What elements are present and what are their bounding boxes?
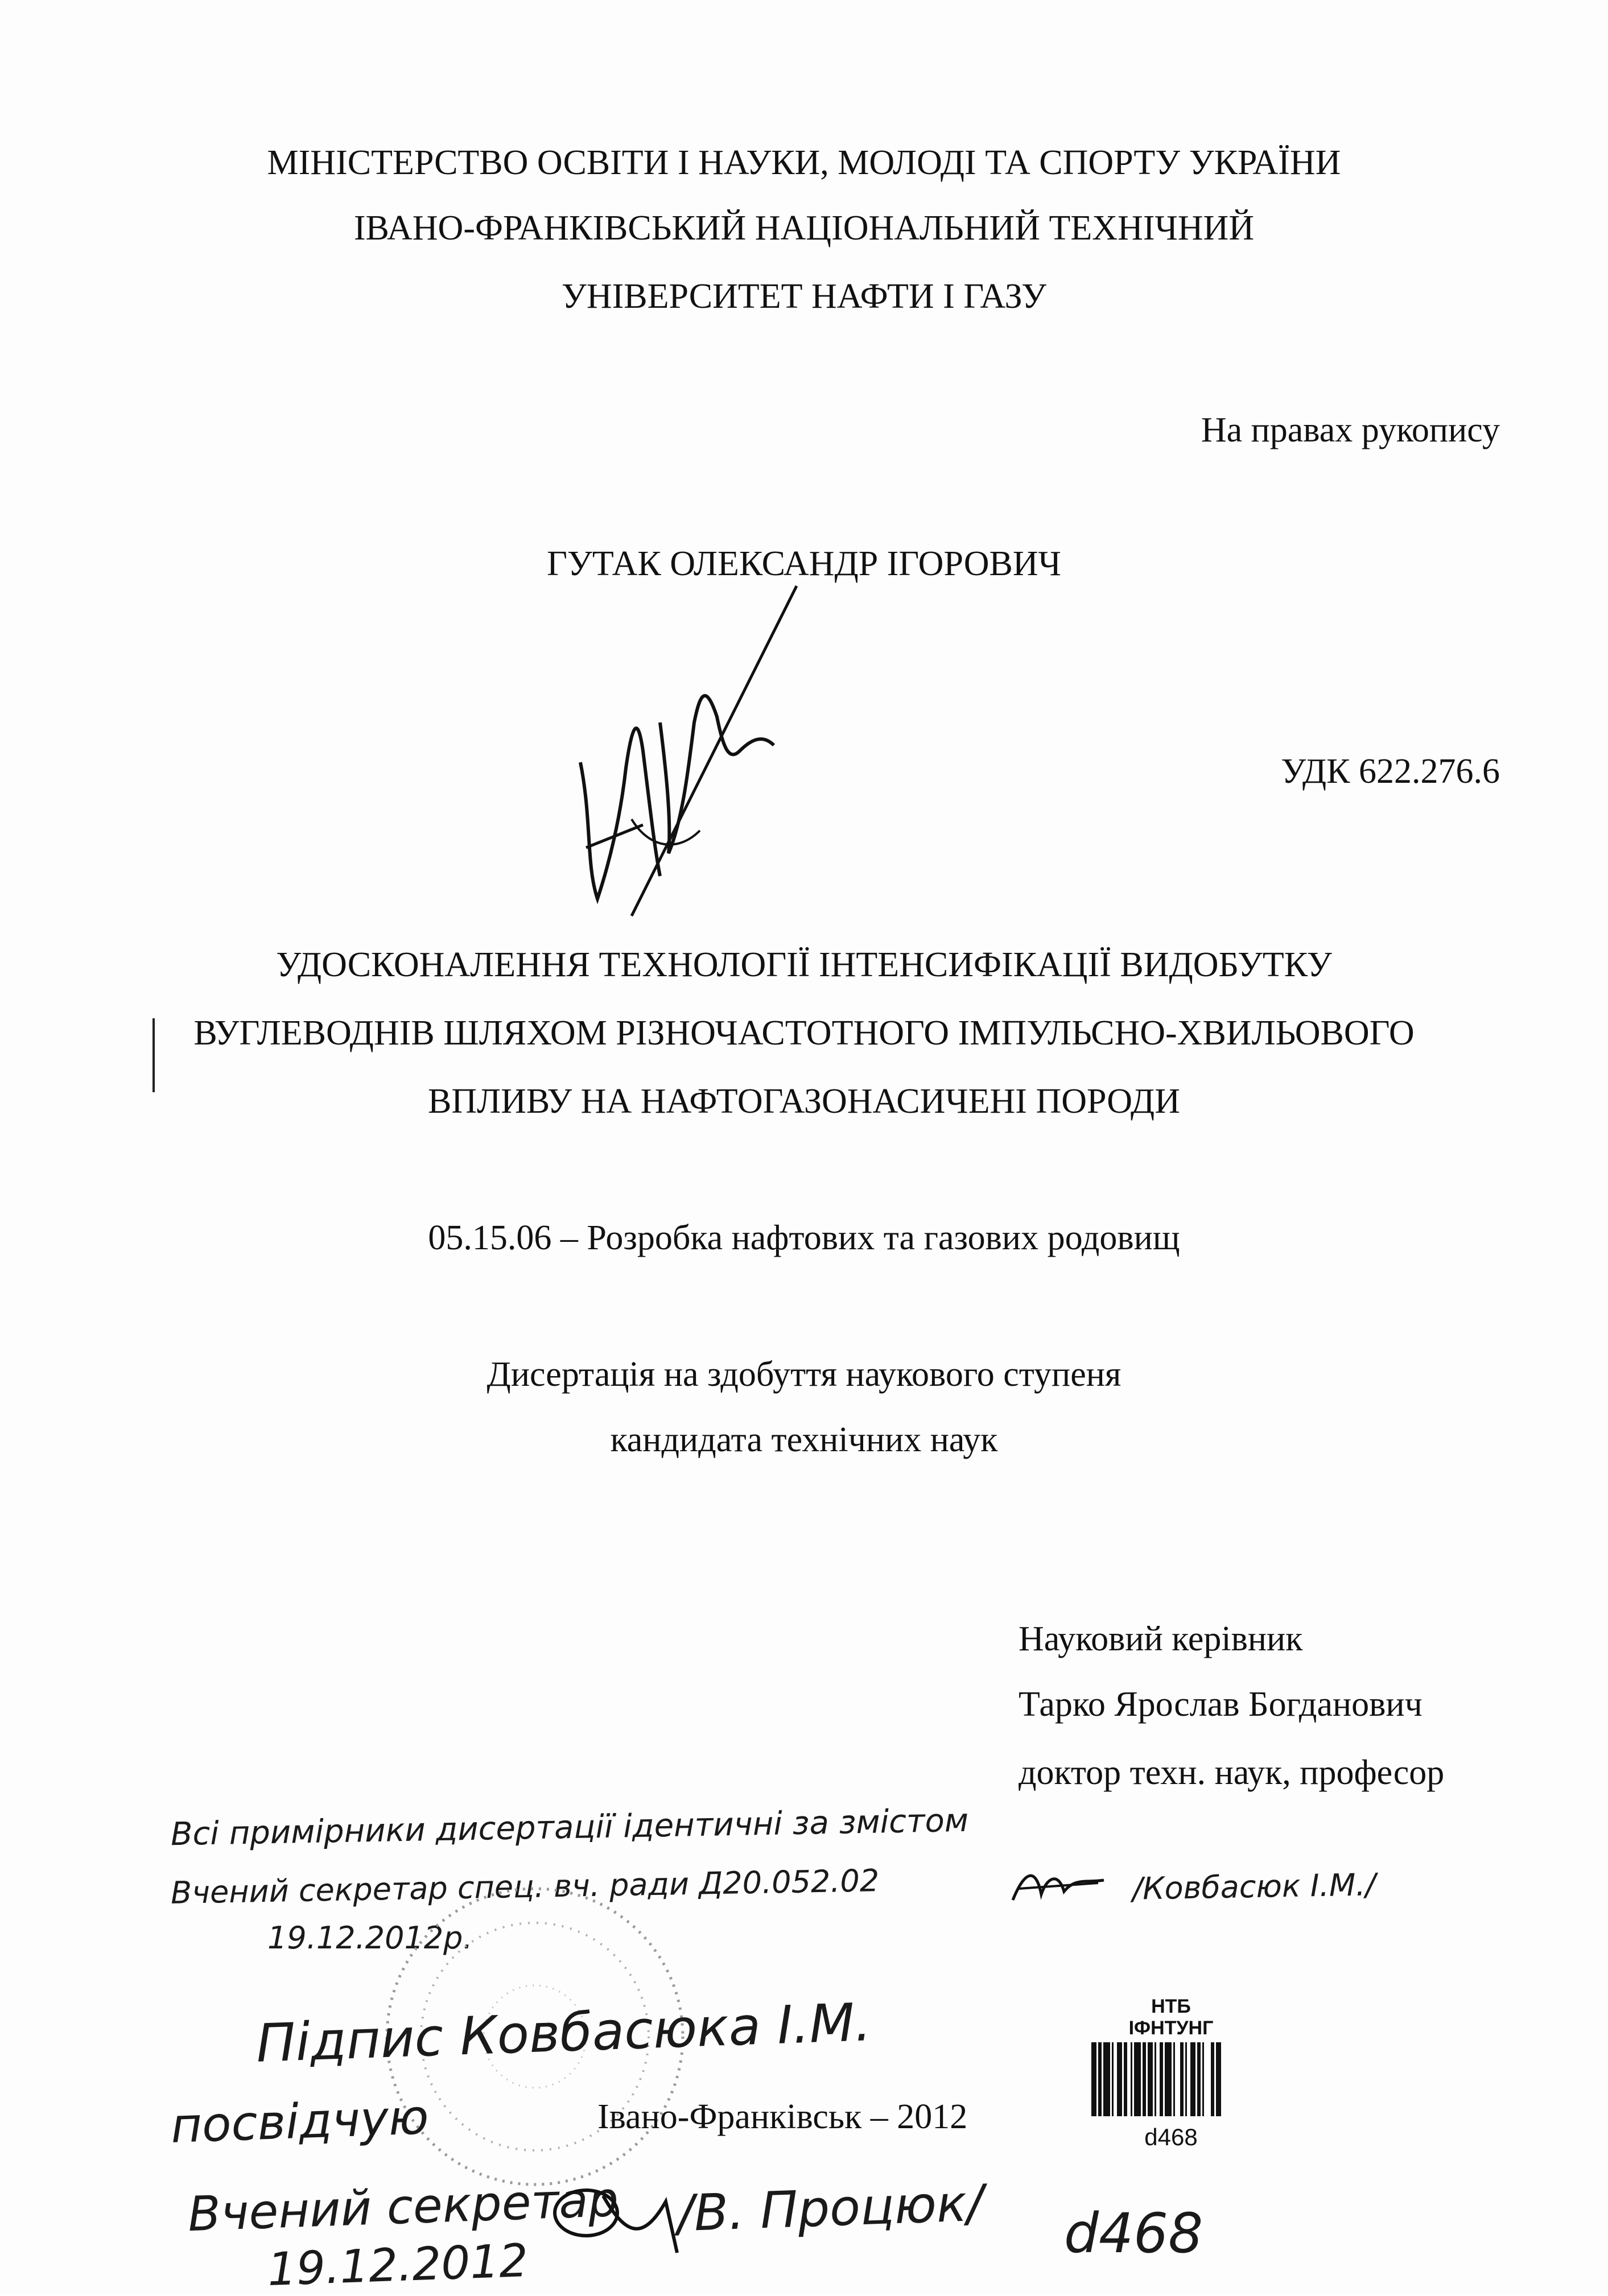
handwritten-secretary-2: Вчений секретар [187,2171,620,2243]
barcode-bar [1185,2042,1187,2116]
barcode-bar [1112,2042,1114,2116]
barcode-bar [1103,2042,1110,2116]
margin-mark [149,1018,160,1098]
title-line1: УДОСКОНАЛЕННЯ ТЕХНОЛОГІЇ ІНТЕНСИФІКАЦІЇ ВИДОБУТКУ [276,945,1332,984]
handwritten-note-identical-copies: Всі примірники дисертації ідентичні за змістом [170,1802,969,1853]
handwritten-inventory-number: d468 [1064,2202,1203,2265]
barcode-bar [1091,2042,1096,2116]
title-line3: ВПЛИВУ НА НАФТОГАЗОНАСИЧЕНІ ПОРОДИ [427,1082,1180,1121]
handwritten-note-secretary: Вчений секретар спец. вч. ради Д20.052.02 [170,1863,880,1911]
barcode-bar [1131,2042,1132,2116]
handwritten-certify: посвідчую [170,2089,430,2154]
degree-line2: кандидата технічних наук [610,1420,998,1459]
handwritten-second-name: /В. Процюк/ [676,2173,985,2243]
barcode-bar [1143,2042,1146,2116]
barcode-bar [1160,2042,1163,2116]
barcode-bar [1216,2042,1221,2116]
barcode-bar [1098,2042,1102,2116]
barcode-bar [1190,2042,1195,2116]
specialty: 05.15.06 – Розробка нафтових та газових родовищ [428,1219,1180,1257]
supervisor-role: Науковий керівник [1019,1620,1303,1658]
barcode-bar [1155,2042,1156,2116]
manuscript-note: На правах рукопису [1201,411,1500,449]
library-university: ІФНТУНГ [1128,2017,1214,2039]
udc-code: УДК 622.276.6 [1281,752,1500,791]
barcode-bar [1124,2042,1127,2116]
second-signature [546,2179,683,2258]
university-heading-line2: УНІВЕРСИТЕТ НАФТИ І ГАЗУ [561,277,1047,316]
barcode [1091,2042,1251,2116]
secretary-signature [1007,1860,1110,1911]
barcode-bar [1180,2042,1184,2116]
barcode-bar [1165,2042,1172,2116]
barcode-number: d468 [1144,2124,1198,2150]
city-year: Івано-Франківськ – 2012 [597,2097,968,2136]
barcode-bar [1173,2042,1175,2116]
author-name: ГУТАК ОЛЕКСАНДР ІГОРОВИЧ [547,544,1061,583]
author-signature [546,580,831,933]
handwritten-date-2: 19.12.2012 [266,2234,529,2296]
barcode-bar [1211,2042,1214,2116]
handwritten-signature-attest: Підпис Ковбасюка І.М. [255,1992,872,2074]
supervisor-title: доктор техн. наук, професор [1019,1753,1445,1792]
ministry-heading: МІНІСТЕРСТВО ОСВІТИ І НАУКИ, МОЛОДІ ТА СПОРТУ УКРАЇНИ [267,143,1341,182]
handwritten-secretary-name: /Ковбасюк І.М./ [1132,1866,1376,1907]
barcode-bar [1134,2042,1141,2116]
barcode-bar [1117,2042,1122,2116]
library-name: НТБ [1151,1996,1191,2017]
barcode-bar [1197,2042,1201,2116]
title-line2: ВУГЛЕВОДНІВ ШЛЯХОМ РІЗНОЧАСТОТНОГО ІМПУЛЬСНО-ХВИЛЬОВОГО [193,1014,1415,1052]
university-heading-line1: ІВАНО-ФРАНКІВСЬКИЙ НАЦІОНАЛЬНИЙ ТЕХНІЧНИЙ [353,209,1255,247]
degree-line1: Дисертація на здобуття наукового ступеня [486,1355,1122,1394]
library-barcode-stamp [1086,1996,1256,2166]
barcode-bar [1148,2042,1153,2116]
barcode-bar [1202,2042,1204,2116]
supervisor-name: Тарко Ярослав Богданович [1019,1685,1423,1724]
handwritten-date-1: 19.12.2012р. [267,1920,473,1956]
